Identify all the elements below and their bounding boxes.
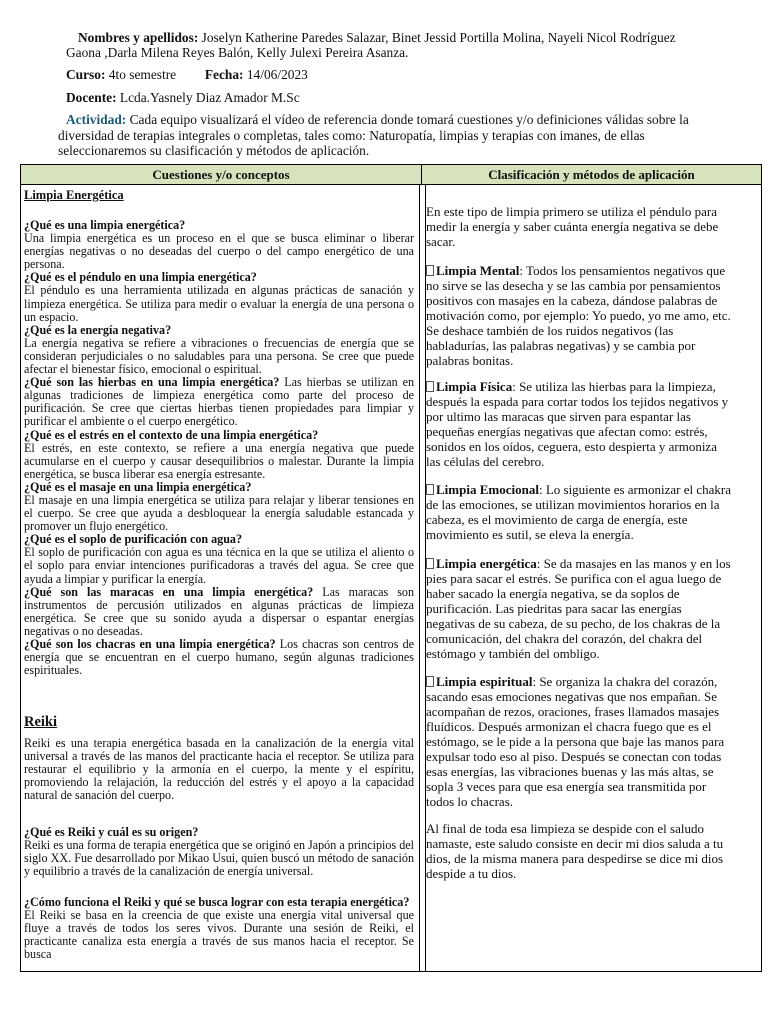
reiki-qa-2	[24, 896, 414, 961]
col2-header: Clasificación y métodos de aplicación	[488, 167, 695, 182]
names-line-1	[78, 30, 676, 46]
method-sep: :	[512, 379, 516, 394]
right-intro	[426, 204, 732, 249]
question: ¿Qué es el estrés en el contexto de una limpia energética?	[24, 427, 319, 442]
method-sep: :	[536, 556, 541, 571]
method-label: Limpia espiritual	[436, 674, 533, 689]
qa-inline	[24, 586, 414, 638]
qa-inline	[24, 376, 414, 428]
method-limpia-emocional	[426, 482, 732, 542]
method-limpia-energetica	[426, 556, 732, 661]
missing-glyph-icon	[426, 265, 434, 276]
question: ¿Cómo funciona el Reiki y qué se busca lograr con esta terapia energética?	[24, 895, 410, 909]
method-sep: :	[538, 482, 543, 497]
question: ¿Qué son las maracas en una limpia energética?	[24, 584, 314, 599]
answer: Reiki es una forma de terapia energética que se originó en Japón a principios del siglo XX. Fue desarrollado por Mikao Usui, quien buscó un método de sanación y equilibrio a través de la canalización de energía universal.	[24, 838, 414, 879]
right-closing-text: Al final de toda esa limpieza se despide con el saludo namaste, este saludo consiste en decir mi dios saluda a tu dios, de la misma manera para despedirse se dice mi dios despide a tu dios.	[426, 821, 724, 881]
answer: El estrés, en este contexto, se refiere a una energía negativa que puede acumularse en el cuerpo y causar desequilibrios o malestar. Durante la limpia energética, se busca liberar esa energía estresante.	[24, 440, 414, 481]
missing-glyph-icon	[426, 558, 434, 569]
actividad-text: Cada equipo visualizará el vídeo de referencia donde tomará cuestiones y/o definiciones válidas sobre la diversidad de terapias integrales o completas, tales como: Naturopatía, limpias y terapias con imanes, de ellas seleccionaremos su clasificación y métodos de aplicación.	[58, 112, 689, 158]
right-closing	[426, 821, 732, 881]
method-paragraph	[426, 674, 732, 809]
method-label: Limpia Mental	[436, 263, 520, 278]
method-text: Se da masajes en las manos y en los pies para sacar el estrés. Se purifica con el agua luego de haber sacado la energía negativa, se da soplos de purificación. Las piedritas para sacar las energías negativas de su cabeza, de su pecho, de los chakras de la comunicación, del chakra del corazón, del chakra del estómago y también del ombligo.	[426, 556, 731, 661]
missing-glyph-icon	[426, 381, 434, 392]
answer: El Reiki se basa en la creencia de que existe una energía vital universal que fluye a través de todos los seres vivos. Durante una sesión de Reiki, el practicante canaliza esta energía a través de sus manos hacia el receptor. Se busca	[24, 908, 414, 962]
names-value-1: Joselyn Katherine Paredes Salazar, Binet Jessid Portilla Molina, Nayeli Nicol Rodríguez	[201, 30, 676, 45]
question: ¿Qué es una limpia energética?	[24, 218, 186, 232]
method-label: Limpia Emocional	[436, 482, 539, 497]
section-title-limpia: Limpia Energética	[24, 188, 124, 202]
col1-header: Cuestiones y/o conceptos	[21, 165, 422, 184]
docente-line	[66, 90, 300, 106]
question: ¿Qué es el péndulo en una limpia energética?	[24, 270, 257, 285]
answer: El masaje en una limpia energética se utiliza para relajar y liberar tensiones en el cuerpo. Se cree que ayuda a desbloquear la energía saludable estancada y promover un flujo energético.	[24, 492, 414, 534]
method-paragraph	[426, 556, 732, 661]
reiki-intro	[24, 737, 414, 802]
method-text: Se utiliza las hierbas para la limpieza, después la espada para cortar todos los tejidos negativos y por ultimo las maracas que sirven para espantar las pequeñas energías negativas que afectan como: estrés, sonidos en los oídos, ceguera, esto despierta y armoniza las células del cerebro.	[426, 379, 729, 469]
qa-inline	[24, 638, 414, 677]
answer: Una limpia energética es un proceso en el que se busca eliminar o liberar energías negativas o no deseadas del cuerpo o del campo energético de una persona.	[24, 231, 414, 272]
missing-glyph-icon	[426, 676, 434, 687]
actividad-label: Actividad:	[66, 112, 127, 127]
docente-label: Docente:	[66, 90, 117, 105]
fecha-value: 14/06/2023	[246, 67, 308, 82]
method-label: Limpia energética	[436, 556, 537, 571]
method-paragraph	[426, 482, 732, 542]
left-qa-block	[24, 219, 414, 677]
table-header-row	[21, 165, 761, 185]
section-title-reiki: Reiki	[24, 714, 58, 730]
names-label: Nombres y apellidos:	[78, 30, 199, 45]
right-intro-text: En este tipo de limpia primero se utiliza el péndulo para medir la energía y saber cuánta energía negativa se debe sacar.	[426, 204, 719, 249]
names-value-2: Gaona ,Darla Milena Reyes Balón, Kelly Julexi Pereira Asanza.	[66, 45, 409, 60]
answer: El soplo de purificación con agua es una técnica en la que se utiliza el aliento o el soplo para enviar intenciones purificadoras a través del agua. Se cree que ayuda a limpiar y purificar la energía.	[24, 545, 414, 586]
curso-label: Curso:	[66, 67, 106, 82]
answer: Las maracas son instrumentos de percusión utilizados en algunas prácticas de limpieza energética. Se cree que su sonido ayuda a dispersar o espantar energías negativas o no deseadas.	[24, 584, 415, 638]
curso-value: 4to semestre	[108, 67, 177, 82]
docente-value: Lcda.Yasnely Diaz Amador M.Sc	[119, 90, 300, 105]
actividad-paragraph	[58, 112, 710, 159]
method-limpia-fisica	[426, 379, 732, 469]
answer: Los chacras son centros de energía que se encuentran en el cuerpo humano, según algunas tradiciones espirituales.	[24, 637, 415, 678]
answer: El péndulo es una herramienta utilizada en algunas prácticas de sanación y limpieza energética. Se utiliza para medir o evaluar la energía de una persona o un espacio.	[24, 283, 414, 324]
method-paragraph	[426, 263, 732, 368]
question: ¿Qué es el masaje en una limpia energética?	[24, 479, 252, 494]
question: ¿Qué es Reiki y cuál es su origen?	[24, 825, 199, 839]
method-limpia-mental	[426, 263, 732, 368]
question: ¿Qué son las hierbas en una limpia energética?	[24, 375, 280, 390]
method-text: Lo siguiente es armonizar el chakra de las emociones, se utilizan movimientos horarios en la cabeza, es el movimiento de carga de energía, este movimiento es sutil, se eleva la energía.	[426, 482, 731, 542]
question: ¿Qué son los chacras en una limpia energética?	[24, 637, 276, 651]
method-text: Se organiza la chakra del corazón, sacando esas emociones negativas que nos empañan. Se acompañan de rezos, oraciones, frases llamados masajes fluídicos. Después armonizan el chacra fuego que es el estómago, se le pide a la persona que baje las manos para expulsar todo eso al piso. Después se conectan con todas esas energías, las vibraciones buenas y las más altas, se sopla 3 veces para que esa energía sea transmitida por todos lo chacras.	[426, 674, 725, 809]
curso-fecha-line	[66, 67, 308, 83]
method-text: Todos los pensamientos negativos que no sirve se las desecha y se las cambia por pensamientos positivos con masajes en la cabeza, dándose palabras de motivación como, por ejemplo: Yo puedo, yo me amo, etc. Se deshace también de los ruidos negativos (las habladurías, las palabras negativas) y se cambia por palabras bonitas.	[426, 263, 731, 368]
names-line-2	[66, 45, 408, 61]
reiki-qa-1	[24, 826, 414, 878]
question: ¿Qué es el soplo de purificación con agua?	[24, 532, 243, 547]
missing-glyph-icon	[426, 484, 434, 495]
method-paragraph	[426, 379, 732, 469]
answer: Las hierbas se utilizan en algunas tradiciones de limpieza energética como parte del proceso de purificación. Se cree que ciertas hierbas tienen propiedades para limpiar y purificar el ambiente o el cuerpo energético.	[24, 375, 414, 429]
reiki-intro-text: Reiki es una terapia energética basada en la canalización de la energía vital universal a través de las manos del practicante hacia el receptor. Se utiliza para restaurar el equilibrio y la armonía en el cuerpo, la mente y el espíritu, promoviendo la relajación, la reducción del estrés y el apoyo a la capacidad natural de sanación del cuerpo.	[24, 736, 414, 803]
answer: La energía negativa se refiere a vibraciones o frecuencias de energía que se consideran perjudiciales o no saludables para una persona. Se cree que puede afectar el bienestar físico, emocional o espiritual.	[24, 335, 414, 377]
method-label: Limpia Física	[436, 379, 513, 394]
method-sep: :	[519, 263, 524, 278]
method-limpia-espiritual	[426, 674, 732, 809]
question: ¿Qué es la energía negativa?	[24, 322, 172, 337]
method-sep: :	[532, 674, 537, 689]
fecha-label: Fecha:	[204, 67, 244, 82]
